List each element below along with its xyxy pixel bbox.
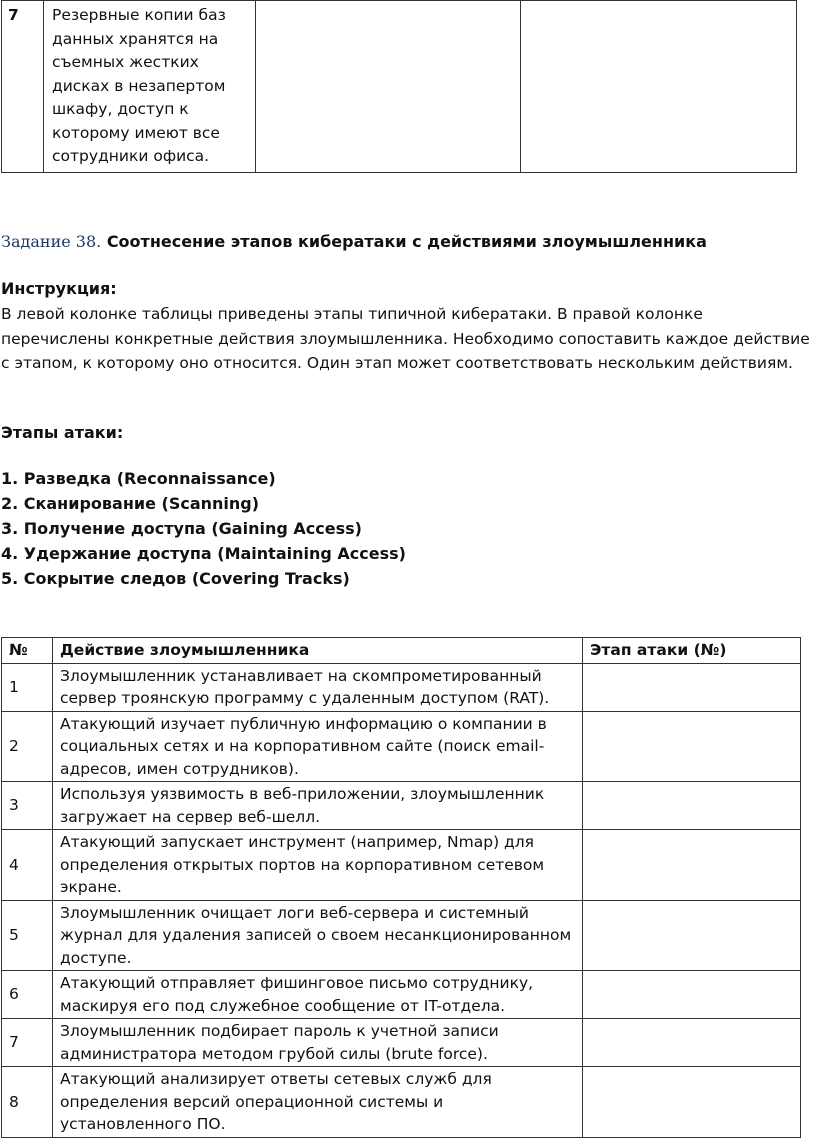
- matching-table: [1, 637, 801, 1138]
- header-number: №: [2, 638, 53, 664]
- task-heading: Соотнесение этапов кибератаки с действиями злоумышленника: [106, 232, 707, 251]
- table-row: [2, 900, 801, 971]
- stage-answer-cell[interactable]: [583, 1019, 801, 1067]
- previous-task-table: [1, 0, 797, 173]
- row-number: 7: [2, 1, 44, 173]
- row-number: 6: [2, 971, 53, 1019]
- stage-answer-cell[interactable]: [583, 663, 801, 711]
- row-action: Атакующий изучает публичную информацию о компании в социальных сетях и на корпоративном сайте (поиск email-адресов, имен сотрудников).: [53, 711, 583, 782]
- row-action: Злоумышленник устанавливает на скомпрометированный сервер троянскую программу с удаленным доступом (RAT).: [53, 663, 583, 711]
- table-header-row: [2, 638, 801, 664]
- row-action: Используя уязвимость в веб-приложении, злоумышленник загружает на сервер веб-шелл.: [53, 782, 583, 830]
- header-stage: Этап атаки (№): [583, 638, 801, 664]
- row-number: 3: [2, 782, 53, 830]
- table-row: [2, 663, 801, 711]
- table-row: [2, 711, 801, 782]
- stage-answer-cell[interactable]: [583, 830, 801, 901]
- row-action: Злоумышленник очищает логи веб-сервера и системный журнал для удаления записей о своем несанкционированном доступе.: [53, 900, 583, 971]
- row-action: Злоумышленник подбирает пароль к учетной записи администратора методом грубой силы (brute force).: [53, 1019, 583, 1067]
- row-number: 7: [2, 1019, 53, 1067]
- empty-cell[interactable]: [521, 1, 797, 173]
- header-action: Действие злоумышленника: [53, 638, 583, 664]
- row-number: 4: [2, 830, 53, 901]
- instruction-text: В левой колонке таблицы приведены этапы типичной кибератаки. В правой колонке перечислены конкретные действия злоумышленника. Необходимо сопоставить каждое действие с этапом, к которому оно относится. Один этап может соответствовать нескольким действиям.: [1, 305, 810, 372]
- stage-item: 1. Разведка (Reconnaissance): [1, 469, 276, 488]
- stage-item: 3. Получение доступа (Gaining Access): [1, 519, 362, 538]
- row-action: Атакующий запускает инструмент (например, Nmap) для определения открытых портов на корпоративном сетевом экране.: [53, 830, 583, 901]
- stage-answer-cell[interactable]: [583, 900, 801, 971]
- table-row: [2, 1019, 801, 1067]
- stage-answer-cell[interactable]: [583, 782, 801, 830]
- table-row: [2, 971, 801, 1019]
- row-text: Резервные копии баз данных хранятся на съемных жестких дисках в незапертом шкафу, доступ к которому имеют все сотрудники офиса.: [44, 1, 256, 173]
- row-action: Атакующий отправляет фишинговое письмо сотруднику, маскируя его под служебное сообщение от IT-отдела.: [53, 971, 583, 1019]
- row-number: 2: [2, 711, 53, 782]
- table-row: [2, 830, 801, 901]
- stage-answer-cell[interactable]: [583, 711, 801, 782]
- row-action: Атакующий анализирует ответы сетевых служб для определения версий операционной системы и установленного ПО.: [53, 1067, 583, 1138]
- stage-answer-cell[interactable]: [583, 1067, 801, 1138]
- task-title: [1, 232, 707, 251]
- row-number: 1: [2, 663, 53, 711]
- stage-item: 4. Удержание доступа (Maintaining Access): [1, 544, 406, 563]
- row-number: 8: [2, 1067, 53, 1138]
- stages-list: [1, 466, 406, 591]
- task-label: Задание 38.: [1, 232, 102, 251]
- empty-cell[interactable]: [256, 1, 521, 173]
- stage-answer-cell[interactable]: [583, 971, 801, 1019]
- instruction-heading: Инструкция:: [1, 279, 117, 298]
- table-row: [2, 782, 801, 830]
- stage-item: 5. Сокрытие следов (Covering Tracks): [1, 569, 350, 588]
- stages-heading: Этапы атаки:: [1, 423, 124, 442]
- stage-item: 2. Сканирование (Scanning): [1, 494, 260, 513]
- table-row: [2, 1067, 801, 1138]
- table-row: [2, 1, 797, 173]
- row-number: 5: [2, 900, 53, 971]
